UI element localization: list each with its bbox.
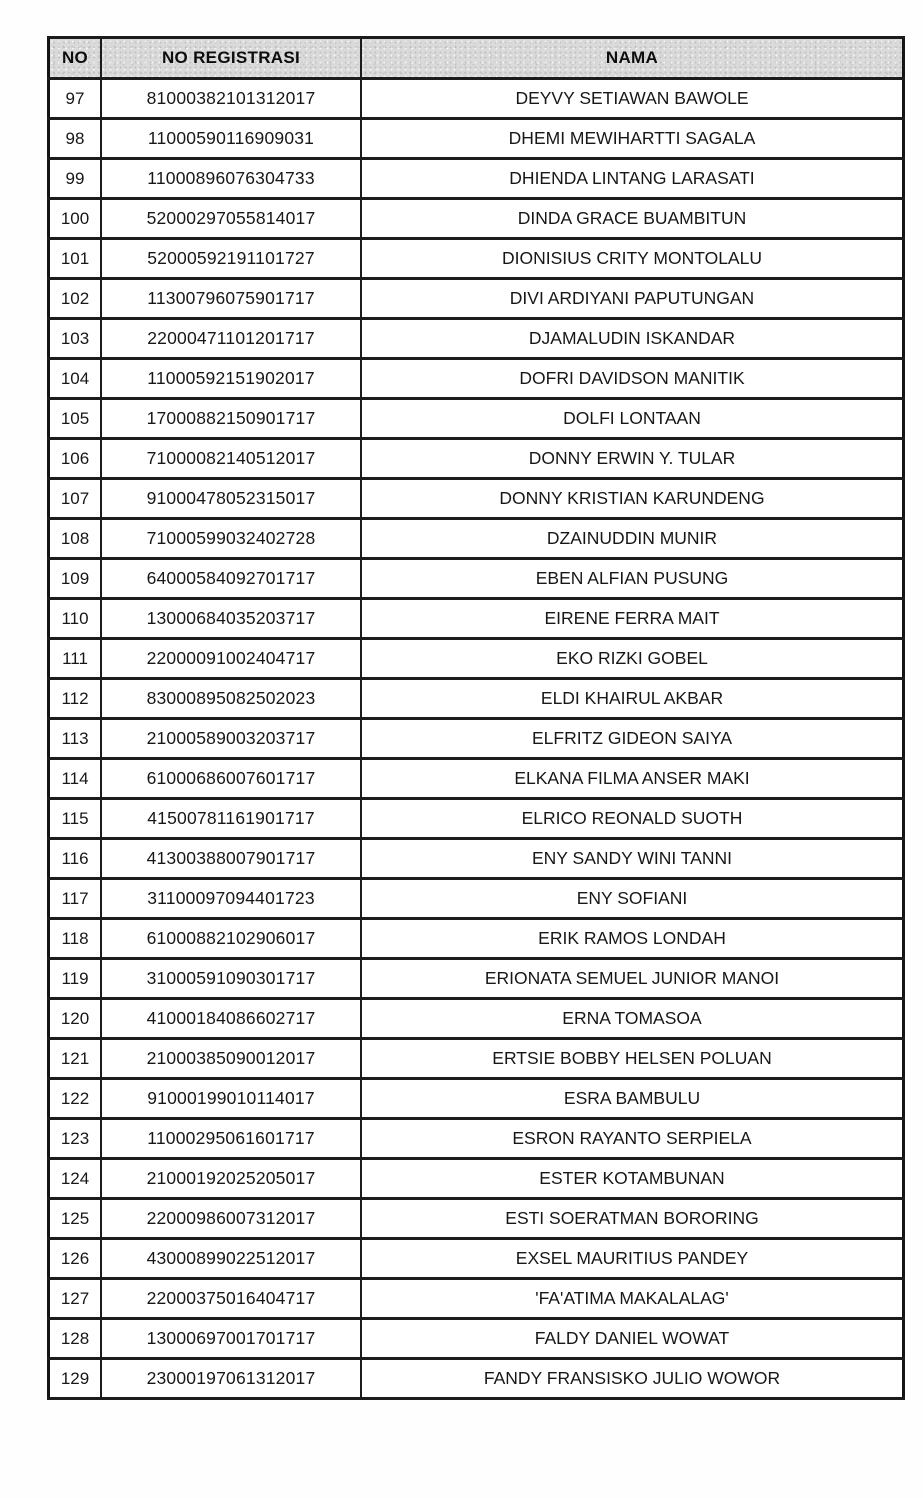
cell-nama: ESRA BAMBULU: [361, 1079, 904, 1119]
table-row: [49, 1319, 904, 1359]
cell-registrasi: 11000896076304733: [101, 159, 361, 199]
cell-no: 99: [49, 159, 102, 199]
table-row: [49, 319, 904, 359]
cell-registrasi: 22000091002404717: [101, 639, 361, 679]
cell-registrasi: 61000686007601717: [101, 759, 361, 799]
cell-no: 103: [49, 319, 102, 359]
cell-registrasi: 13000697001701717: [101, 1319, 361, 1359]
cell-registrasi: 52000592191101727: [101, 239, 361, 279]
table-row: [49, 199, 904, 239]
table-row: [49, 839, 904, 879]
table-row: [49, 999, 904, 1039]
table-row: [49, 399, 904, 439]
table-row: [49, 119, 904, 159]
cell-registrasi: 13000684035203717: [101, 599, 361, 639]
table-row: [49, 1279, 904, 1319]
cell-nama: ESRON RAYANTO SERPIELA: [361, 1119, 904, 1159]
table-row: [49, 959, 904, 999]
cell-registrasi: 83000895082502023: [101, 679, 361, 719]
cell-no: 104: [49, 359, 102, 399]
cell-no: 112: [49, 679, 102, 719]
cell-nama: DIONISIUS CRITY MONTOLALU: [361, 239, 904, 279]
cell-registrasi: 22000375016404717: [101, 1279, 361, 1319]
table-row: [49, 159, 904, 199]
cell-registrasi: 23000197061312017: [101, 1359, 361, 1399]
table-row: [49, 919, 904, 959]
table-row: [49, 279, 904, 319]
table-header: [49, 38, 904, 79]
cell-registrasi: 21000385090012017: [101, 1039, 361, 1079]
cell-nama: 'FA'ATIMA MAKALALAG': [361, 1279, 904, 1319]
table-row: [49, 359, 904, 399]
cell-no: 107: [49, 479, 102, 519]
cell-nama: EXSEL MAURITIUS PANDEY: [361, 1239, 904, 1279]
table-row: [49, 719, 904, 759]
cell-registrasi: 41500781161901717: [101, 799, 361, 839]
cell-no: 119: [49, 959, 102, 999]
cell-registrasi: 61000882102906017: [101, 919, 361, 959]
cell-no: 122: [49, 1079, 102, 1119]
cell-registrasi: 52000297055814017: [101, 199, 361, 239]
header-row: [49, 38, 904, 79]
table-row: [49, 79, 904, 119]
cell-registrasi: 11000592151902017: [101, 359, 361, 399]
cell-registrasi: 17000882150901717: [101, 399, 361, 439]
table-row: [49, 519, 904, 559]
cell-registrasi: 64000584092701717: [101, 559, 361, 599]
table-row: [49, 1159, 904, 1199]
cell-no: 123: [49, 1119, 102, 1159]
table-body: [49, 79, 904, 1399]
table-row: [49, 1239, 904, 1279]
cell-nama: DHEMI MEWIHARTTI SAGALA: [361, 119, 904, 159]
cell-registrasi: 21000589003203717: [101, 719, 361, 759]
table-row: [49, 479, 904, 519]
cell-no: 121: [49, 1039, 102, 1079]
cell-nama: DOFRI DAVIDSON MANITIK: [361, 359, 904, 399]
cell-registrasi: 11300796075901717: [101, 279, 361, 319]
cell-nama: ELRICO REONALD SUOTH: [361, 799, 904, 839]
column-header-registrasi: NO REGISTRASI: [101, 38, 361, 79]
cell-registrasi: 31000591090301717: [101, 959, 361, 999]
cell-no: 127: [49, 1279, 102, 1319]
table-row: [49, 1359, 904, 1399]
cell-nama: DIVI ARDIYANI PAPUTUNGAN: [361, 279, 904, 319]
cell-nama: ENY SANDY WINI TANNI: [361, 839, 904, 879]
cell-no: 124: [49, 1159, 102, 1199]
cell-no: 105: [49, 399, 102, 439]
cell-registrasi: 43000899022512017: [101, 1239, 361, 1279]
cell-nama: DHIENDA LINTANG LARASATI: [361, 159, 904, 199]
table-row: [49, 759, 904, 799]
cell-no: 117: [49, 879, 102, 919]
cell-no: 128: [49, 1319, 102, 1359]
cell-nama: ESTER KOTAMBUNAN: [361, 1159, 904, 1199]
table-row: [49, 799, 904, 839]
cell-nama: ERTSIE BOBBY HELSEN POLUAN: [361, 1039, 904, 1079]
cell-nama: DEYVY SETIAWAN BAWOLE: [361, 79, 904, 119]
table-row: [49, 1079, 904, 1119]
table-row: [49, 679, 904, 719]
table-row: [49, 1199, 904, 1239]
cell-registrasi: 71000599032402728: [101, 519, 361, 559]
cell-nama: DINDA GRACE BUAMBITUN: [361, 199, 904, 239]
column-header-nama: NAMA: [361, 38, 904, 79]
cell-no: 109: [49, 559, 102, 599]
cell-nama: FANDY FRANSISKO JULIO WOWOR: [361, 1359, 904, 1399]
cell-no: 118: [49, 919, 102, 959]
registration-table: [47, 36, 905, 1400]
cell-registrasi: 31100097094401723: [101, 879, 361, 919]
cell-no: 125: [49, 1199, 102, 1239]
cell-no: 114: [49, 759, 102, 799]
table-row: [49, 559, 904, 599]
cell-no: 98: [49, 119, 102, 159]
cell-nama: ELFRITZ GIDEON SAIYA: [361, 719, 904, 759]
table-row: [49, 599, 904, 639]
cell-nama: DONNY KRISTIAN KARUNDENG: [361, 479, 904, 519]
table-row: [49, 639, 904, 679]
table-row: [49, 439, 904, 479]
cell-no: 97: [49, 79, 102, 119]
cell-no: 116: [49, 839, 102, 879]
cell-no: 100: [49, 199, 102, 239]
cell-nama: EKO RIZKI GOBEL: [361, 639, 904, 679]
cell-registrasi: 81000382101312017: [101, 79, 361, 119]
cell-no: 115: [49, 799, 102, 839]
table-row: [49, 1119, 904, 1159]
cell-nama: DONNY ERWIN Y. TULAR: [361, 439, 904, 479]
column-header-no: NO: [49, 38, 102, 79]
cell-registrasi: 41300388007901717: [101, 839, 361, 879]
cell-nama: DZAINUDDIN MUNIR: [361, 519, 904, 559]
cell-nama: ELDI KHAIRUL AKBAR: [361, 679, 904, 719]
cell-no: 113: [49, 719, 102, 759]
cell-registrasi: 22000471101201717: [101, 319, 361, 359]
cell-no: 126: [49, 1239, 102, 1279]
cell-nama: ENY SOFIANI: [361, 879, 904, 919]
cell-nama: ERIK RAMOS LONDAH: [361, 919, 904, 959]
cell-no: 106: [49, 439, 102, 479]
table-row: [49, 239, 904, 279]
cell-no: 108: [49, 519, 102, 559]
cell-registrasi: 91000478052315017: [101, 479, 361, 519]
cell-nama: DOLFI LONTAAN: [361, 399, 904, 439]
cell-registrasi: 22000986007312017: [101, 1199, 361, 1239]
table-row: [49, 879, 904, 919]
cell-nama: ERIONATA SEMUEL JUNIOR MANOI: [361, 959, 904, 999]
cell-no: 101: [49, 239, 102, 279]
cell-no: 129: [49, 1359, 102, 1399]
cell-registrasi: 11000295061601717: [101, 1119, 361, 1159]
cell-no: 110: [49, 599, 102, 639]
cell-nama: EIRENE FERRA MAIT: [361, 599, 904, 639]
cell-no: 102: [49, 279, 102, 319]
cell-no: 111: [49, 639, 102, 679]
cell-nama: ERNA TOMASOA: [361, 999, 904, 1039]
cell-registrasi: 91000199010114017: [101, 1079, 361, 1119]
cell-nama: ESTI SOERATMAN BORORING: [361, 1199, 904, 1239]
cell-registrasi: 41000184086602717: [101, 999, 361, 1039]
cell-nama: DJAMALUDIN ISKANDAR: [361, 319, 904, 359]
table-row: [49, 1039, 904, 1079]
cell-nama: ELKANA FILMA ANSER MAKI: [361, 759, 904, 799]
cell-nama: EBEN ALFIAN PUSUNG: [361, 559, 904, 599]
cell-registrasi: 71000082140512017: [101, 439, 361, 479]
cell-registrasi: 11000590116909031: [101, 119, 361, 159]
cell-no: 120: [49, 999, 102, 1039]
cell-registrasi: 21000192025205017: [101, 1159, 361, 1199]
cell-nama: FALDY DANIEL WOWAT: [361, 1319, 904, 1359]
